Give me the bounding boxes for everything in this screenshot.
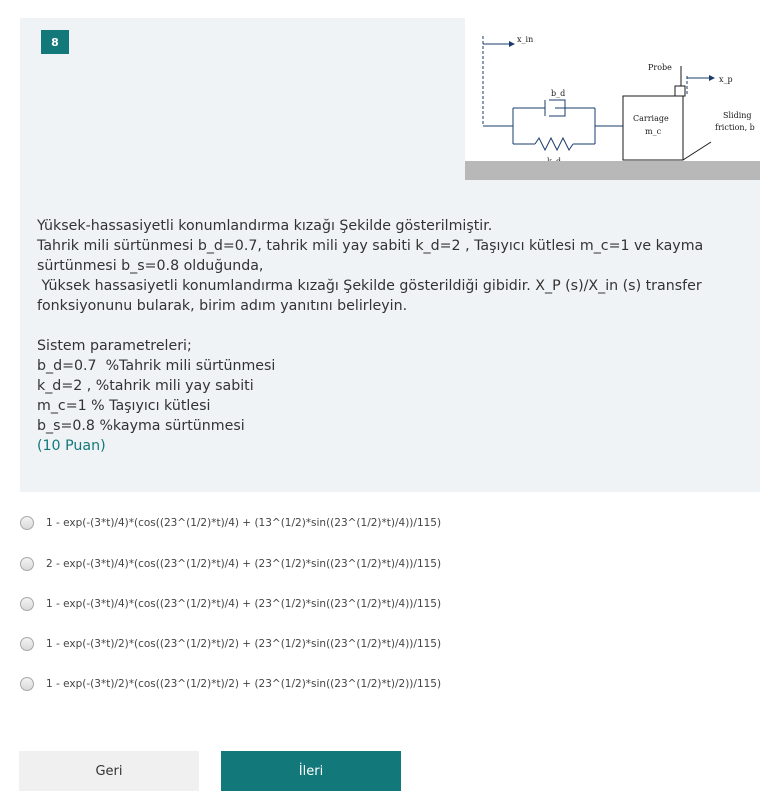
probe-label: Probe [648,63,672,72]
back-button[interactable]: Geri [19,751,199,791]
friction-label: friction, b [715,123,755,132]
radio-button[interactable] [20,557,34,571]
question-card [20,18,760,492]
question-line: m_c=1 % Taşıyıcı kütlesi [37,398,211,414]
answer-option-4[interactable] [20,637,441,651]
answer-option-5[interactable] [20,677,441,691]
x-in-label: x_in [517,35,534,44]
question-line: sürtünmesi b_s=0.8 olduğunda, [37,258,264,274]
question-figure [465,18,760,180]
answer-option-1[interactable] [20,516,441,530]
next-button[interactable]: İleri [221,751,401,791]
mc-label: m_c [645,127,662,136]
carriage-label: Carriage [633,114,669,123]
xp-label: x_p [719,75,733,84]
answer-option-2[interactable] [20,557,441,571]
question-line: fonksiyonunu bularak, birim adım yanıtını belirleyin. [37,298,408,314]
radio-button[interactable] [20,516,34,530]
question-line [37,316,752,336]
radio-button[interactable] [20,637,34,651]
answer-option-label: 1 - exp(-(3*t)/4)*(cos((23^(1/2)*t)/4) + (23^(1/2)*sin((23^(1/2)*t)/4))/115) [46,598,442,610]
answer-option-label: 2 - exp(-(3*t)/4)*(cos((23^(1/2)*t)/4) + (23^(1/2)*sin((23^(1/2)*t)/4))/115) [46,558,442,570]
question-line: Yüksek-hassasiyetli konumlandırma kızağı Şekilde gösterilmiştir. [37,218,493,234]
answer-option-3[interactable] [20,597,441,611]
sliding-label: Sliding [723,111,752,120]
question-line: k_d=2 , %tahrik mili yay sabiti [37,378,254,394]
question-line: Tahrik mili sürtünmesi b_d=0.7, tahrik mili yay sabiti k_d=2 , Taşıyıcı kütlesi m_c=1 ve kayma [37,238,704,254]
bd-label: b_d [551,89,566,98]
question-points: (10 Puan) [37,438,106,454]
question-line: b_d=0.7 %Tahrik mili sürtünmesi [37,358,276,374]
question-text [37,216,752,456]
question-line: Sistem parametreleri; [37,338,192,354]
radio-button[interactable] [20,597,34,611]
answer-option-label: 1 - exp(-(3*t)/2)*(cos((23^(1/2)*t)/2) + (23^(1/2)*sin((23^(1/2)*t)/4))/115) [46,638,442,650]
positioning-slide-diagram [465,18,760,180]
radio-button[interactable] [20,677,34,691]
answer-option-label: 1 - exp(-(3*t)/4)*(cos((23^(1/2)*t)/4) + (13^(1/2)*sin((23^(1/2)*t)/4))/115) [46,517,442,529]
question-line: Yüksek hassasiyetli konumlandırma kızağı Şekilde gösterildiği gibidir. X_P (s)/X_in (s) transfer [37,278,702,294]
question-number-badge: 8 [41,30,69,54]
ground-bar [465,161,760,180]
answer-option-label: 1 - exp(-(3*t)/2)*(cos((23^(1/2)*t)/2) + (23^(1/2)*sin((23^(1/2)*t)/2))/115) [46,678,442,690]
question-line: b_s=0.8 %kayma sürtünmesi [37,418,245,434]
